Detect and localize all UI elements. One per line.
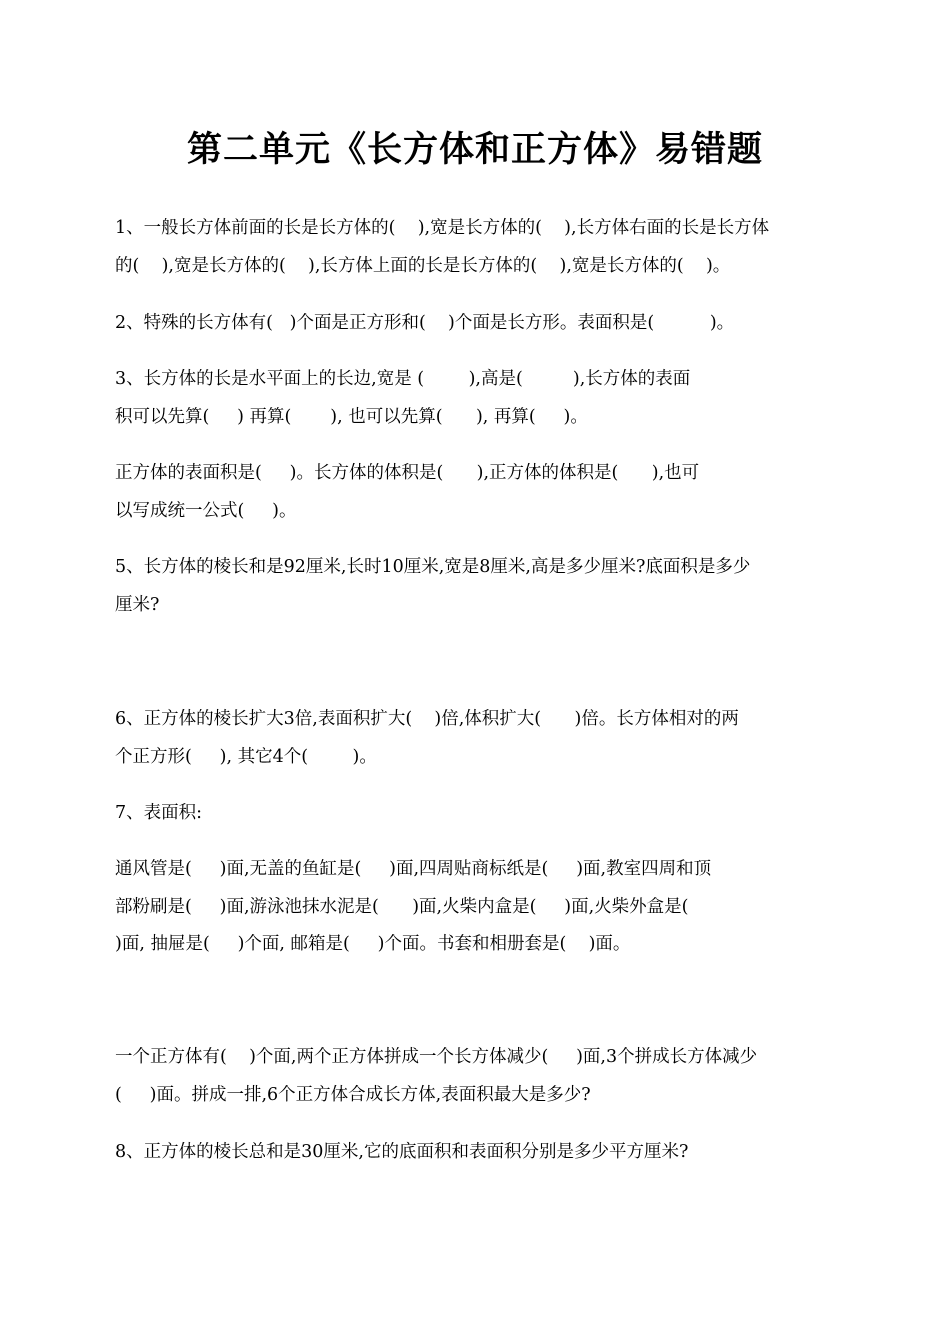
q4-line-2: 以写成统一公式( )。	[115, 501, 297, 521]
q1-line-1: 1、一般长方体前面的长是长方体的( ),宽是长方体的( ),长方体右面的长是长方体	[115, 218, 770, 238]
q7-line-1: 通风管是( )面,无盖的鱼缸是( )面,四周贴商标纸是( )面,教室四周和顶	[115, 859, 712, 879]
q5-line-2: 厘米?	[115, 595, 160, 615]
q7-heading: 7、表面积:	[115, 803, 203, 823]
q3-line-2: 积可以先算( ) 再算( ), 也可以先算( ), 再算( )。	[115, 407, 588, 427]
q3-line-1: 3、长方体的长是水平面上的长边,宽是 ( ),高是( ),长方体的表面	[115, 369, 691, 389]
cube-question-line-1: 一个正方体有( )个面,两个正方体拼成一个长方体减少( )面,3个拼成长方体减少	[115, 1047, 758, 1067]
cube-question-line-2: ( )面。拼成一排,6个正方体合成长方体,表面积最大是多少?	[115, 1085, 591, 1105]
q4-line-1: 正方体的表面积是( )。长方体的体积是( ),正方体的体积是( ),也可	[115, 463, 700, 483]
q6-line-1: 6、正方体的棱长扩大3倍,表面积扩大( )倍,体积扩大( )倍。长方体相对的两	[115, 709, 739, 729]
q2-line-1: 2、特殊的长方体有( )个面是正方形和( )个面是长方形。表面积是( )。	[115, 313, 735, 333]
q6-line-2: 个正方形( ), 其它4个( )。	[115, 747, 377, 767]
q7-line-2: 部粉刷是( )面,游泳池抹水泥是( )面,火柴内盒是( )面,火柴外盒是(	[115, 897, 689, 917]
q1-line-2: 的( ),宽是长方体的( ),长方体上面的长是长方体的( ),宽是长方体的( )。	[115, 256, 731, 276]
q8-line-1: 8、正方体的棱长总和是30厘米,它的底面积和表面积分别是多少平方厘米?	[115, 1142, 689, 1162]
q7-line-3: )面, 抽屉是( )个面, 邮箱是( )个面。书套和相册套是( )面。	[115, 934, 631, 954]
q5-line-1: 5、长方体的棱长和是92厘米,长时10厘米,宽是8厘米,高是多少厘米?底面积是多少	[115, 557, 751, 577]
document-title: 第二单元《长方体和正方体》易错题	[186, 130, 763, 170]
